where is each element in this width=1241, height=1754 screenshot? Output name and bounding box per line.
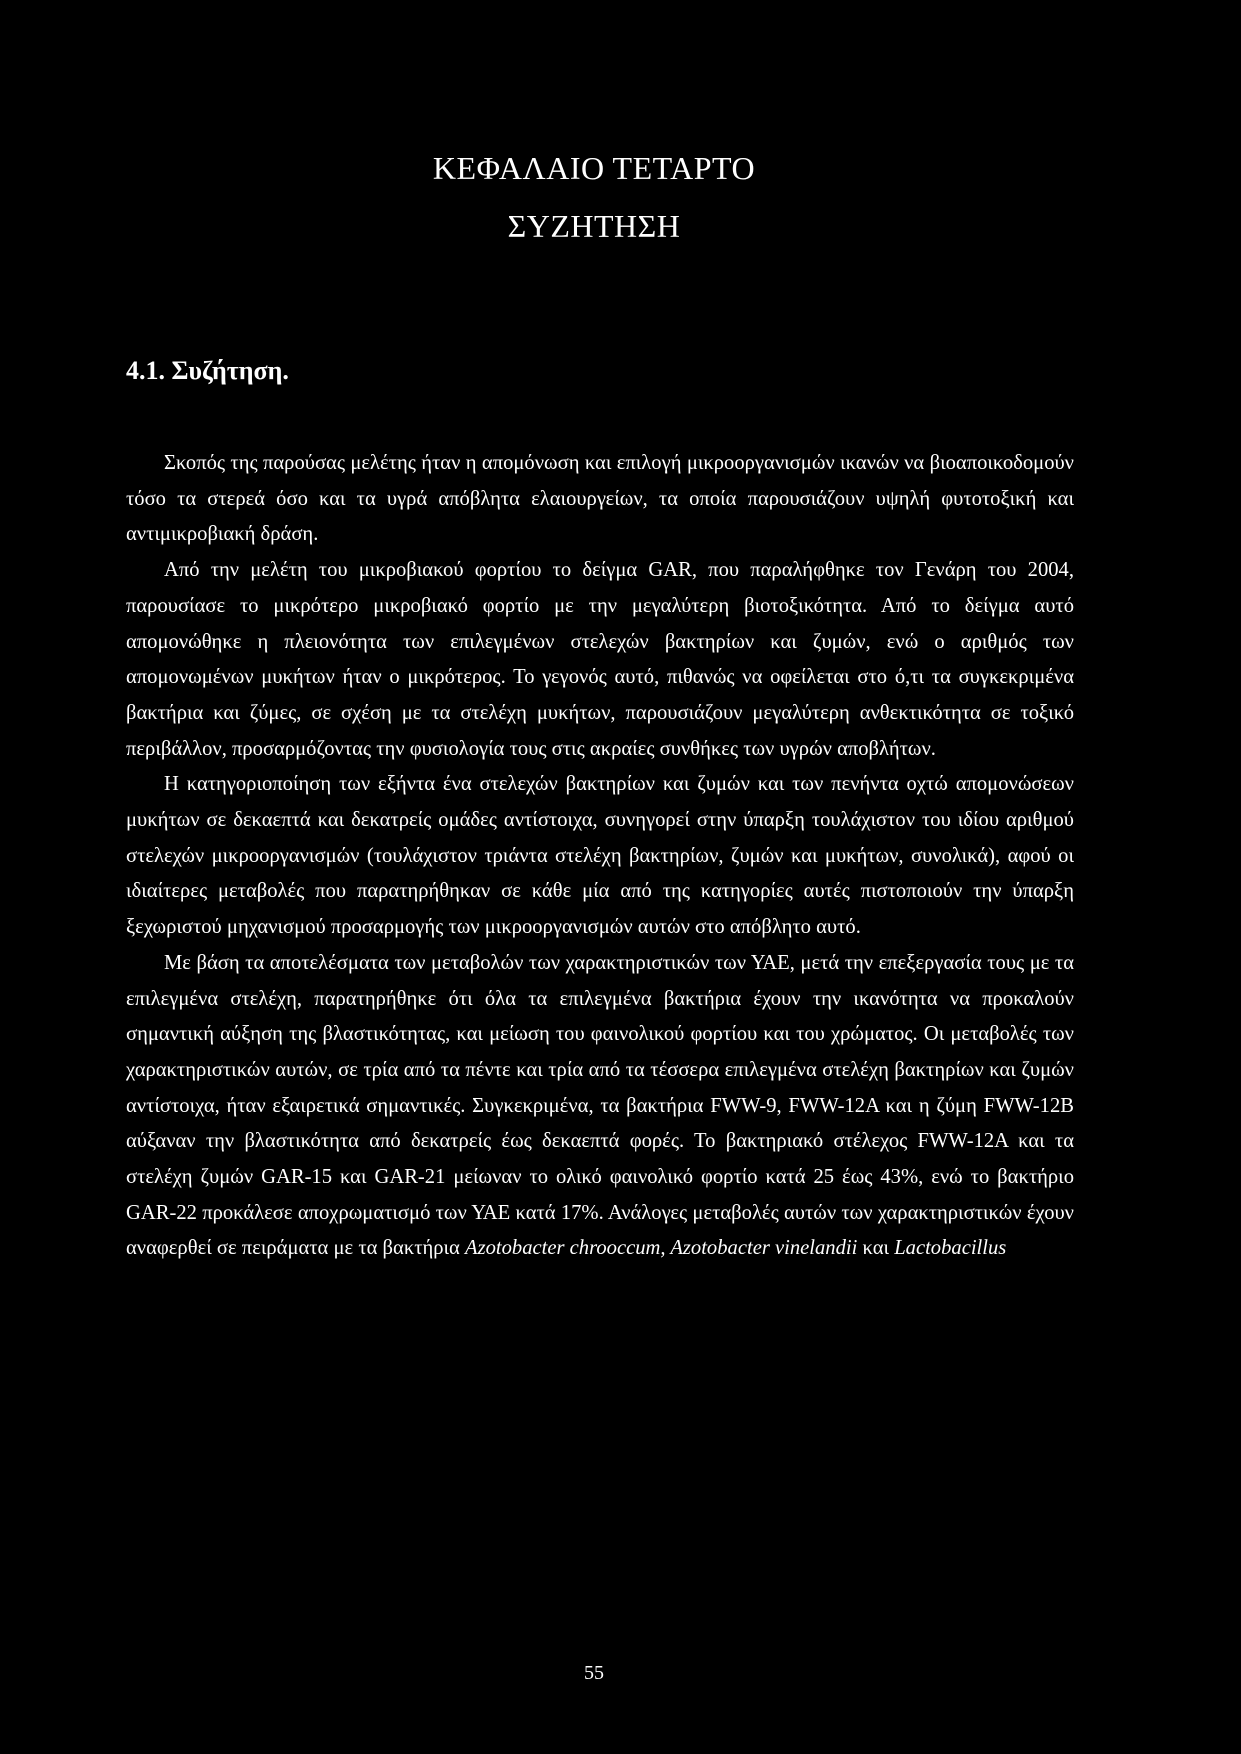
paragraph-aim: Σκοπός της παρούσας μελέτης ήταν η απομόνωση και επιλογή μικροοργανισμών ικανών να βιοαποικοδομούν τόσο τα στερεά όσο και τα υγρά απόβλητα ελαιουργείων, τα οποία παρουσιάζουν υψηλή φυτοτοξική και αντιμικροβιακή δράση. — [126, 452, 1074, 546]
body-text — [126, 446, 1074, 1267]
paragraph-categorization: Η κατηγοριοποίηση των εξήντα ένα στελεχών βακτηρίων και ζυμών και των πενήντα οχτώ απομονώσεων μυκήτων σε δεκαεπτά και δεκατρείς ομάδες αντίστοιχα, συνηγορεί στην ύπαρξη τουλάχιστον του ιδίου αριθμού στελεχών μικροοργανισμών (τουλάχιστον τριάντα στελέχη βακτηρίων, ζυμών και μυκήτων, συνολικά), αφού οι ιδιαίτερες μεταβολές που παρατηρήθηκαν σε κάθε μία από της κατηγορίες αυτές πιστοποιούν την ύπαρξη ξεχωριστού μηχανισμού προσαρμογής των μικροοργανισμών αυτών στο απόβλητο αυτό. — [126, 773, 1074, 939]
page-number: 55 — [584, 1662, 604, 1684]
paragraph-results-text: Με βάση τα αποτελέσματα των μεταβολών των χαρακτηριστικών των ΥΑΕ, μετά την επεξεργασία τους με τα επιλεγμένα στελέχη, παρατηρήθηκε ότι όλα τα επιλεγμένα βακτήρια έχουν την ικανότητα να προκαλούν σημαντική αύξηση της βλαστικότητας, και μείωση του φαινολικού φορτίου και του χρώματος. Οι μεταβολές των χαρακτηριστικών αυτών, σε τρία από τα πέντε και τρία από τα τέσσερα επιλεγμένα στελέχη βακτηρίων και ζυμών αντίστοιχα, ήταν εξαιρετικά σημαντικές. Συγκεκριμένα, τα βακτήρια FWW-9, FWW-12A και η ζύμη FWW-12B αύξαναν την βλαστικότητα από δεκατρείς έως δεκαεπτά φορές. Το βακτηριακό στέλεχος FWW-12A και τα στελέχη ζυμών GAR-15 και GAR-21 μείωναν το ολικό φαινολικό φορτίο κατά 25 έως 43%, ενώ το βακτήριο GAR-22 προκάλεσε αποχρωματισμό των ΥΑΕ κατά 17%. Ανάλογες μεταβολές αυτών των χαρακτηριστικών έχουν αναφερθεί σε πειράματα με τα βακτήρια — [126, 951, 1074, 1260]
species-name-lactobacillus: Lactobacillus — [894, 1237, 1007, 1260]
paragraph-results — [126, 946, 1074, 1267]
chapter-title: ΚΕΦΑΛΑΙΟ ΤΕΤΑΡΤΟ — [432, 150, 756, 186]
species-names: Azotobacter chrooccum, Azotobacter vinelandii — [465, 1237, 858, 1260]
paragraph-microbial-load: Από την μελέτη του μικροβιακού φορτίου το δείγμα GAR, που παραλήφθηκε τον Γενάρη του 2004, παρουσίασε το μικρότερο μικροβιακό φορτίο με την μεγαλύτερη βιοτοξικότητα. Από το δείγμα αυτό απομονώθηκε η πλειονότητα των επιλεγμένων στελεχών βακτηρίων και ζυμών, ενώ ο αριθμός των απομονωμένων μυκήτων ήταν ο μικρότερος. Το γεγονός αυτό, πιθανώς να οφείλεται στο ό,τι τα συγκεκριμένα βακτήρια και ζύμες, σε σχέση με τα στελέχη μυκήτων, παρουσιάζουν μεγαλύτερη ανθεκτικότητα σε τοξικό περιβάλλον, προσαρμόζοντας την φυσιολογία τους στις ακραίες συνθήκες των υγρών αποβλήτων. — [126, 559, 1074, 760]
connector-text: και — [857, 1237, 895, 1260]
section-heading: 4.1. Συζήτηση. — [126, 356, 289, 385]
chapter-subtitle: ΣΥΖΗΤΗΣΗ — [507, 208, 681, 244]
